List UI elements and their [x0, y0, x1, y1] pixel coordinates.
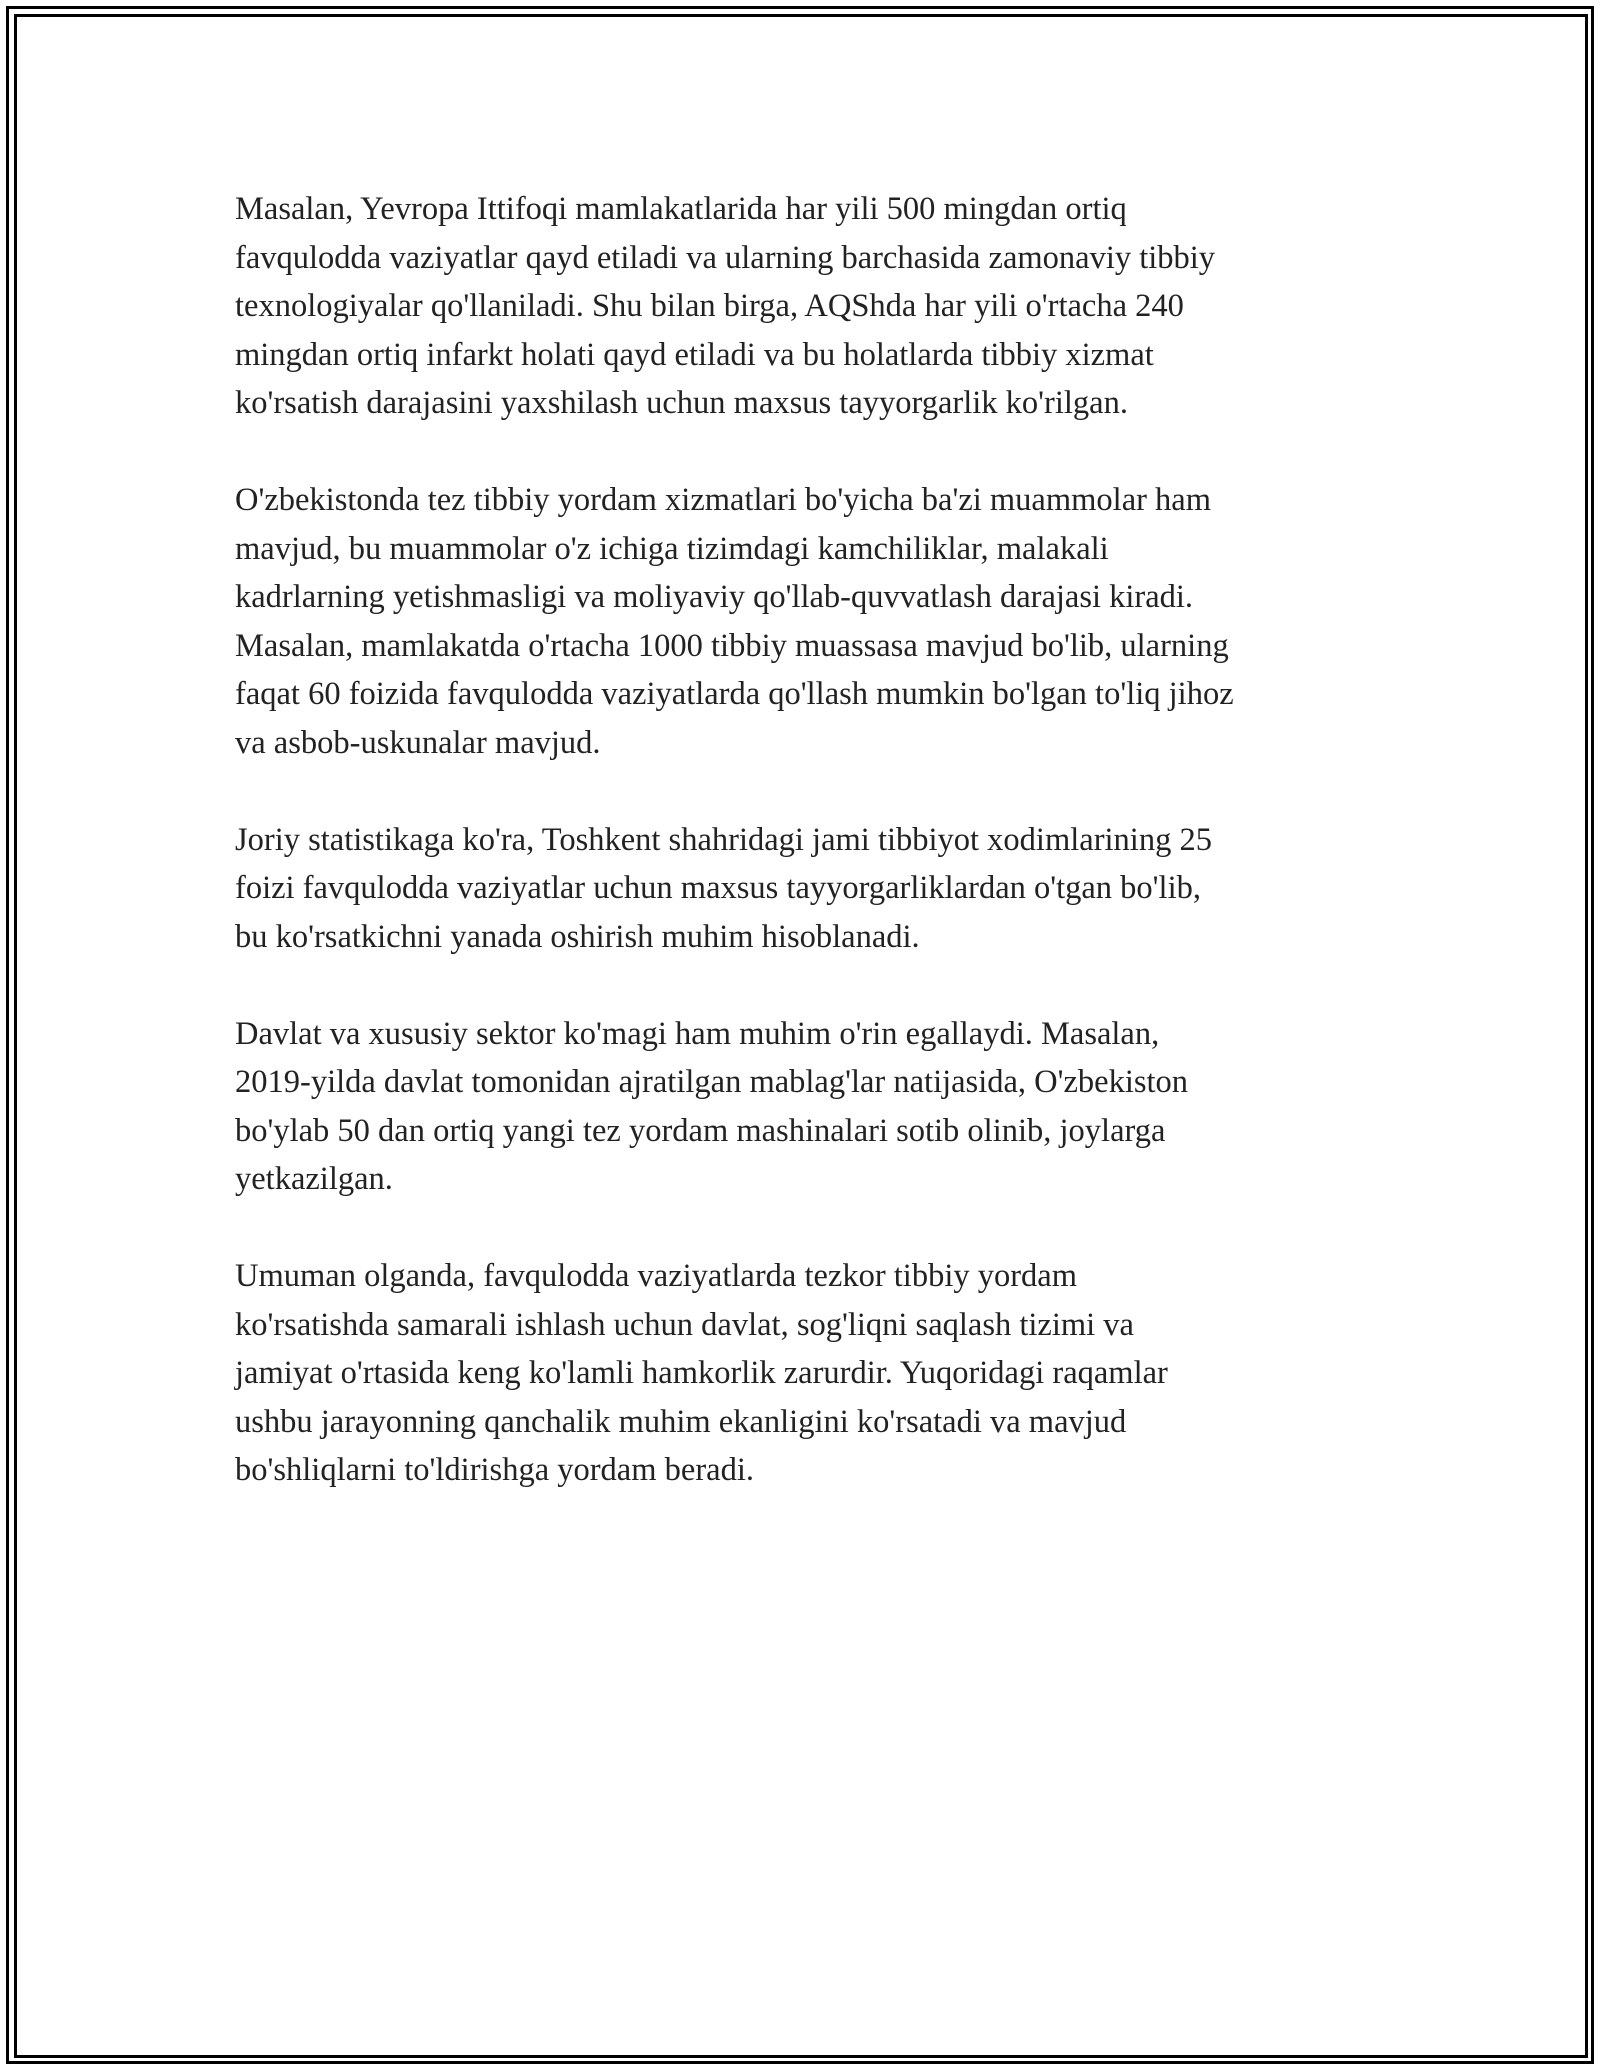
paragraph-state-private-support: Davlat va xususiy sektor ko'magi ham muhim o'rin egallaydi. Masalan, 2019-yilda davlat tomonidan ajratilgan mablag'lar natijasida, O'zbekiston bo'ylab 50 dan ortiq yangi tez yordam mashinalari sotib olinib, joylarga yetkazilgan.: [235, 1015, 1189, 1197]
paragraph-eu-statistics: Masalan, Yevropa Ittifoqi mamlakatlarida har yili 500 mingdan ortiq favqulodda vaziyatlar qayd etiladi va ularning barchasida zamonaviy tibbiy texnologiyalar qo'llaniladi. Shu bilan birga, AQShda har yili o'rtacha 240 mingdan ortiq infarkt holati qayd etiladi va bu holatlarda tibbiy xizmat ko'rsatish darajasini yaxshilash uchun maxsus tayyorgarlik ko'rilgan.: [235, 191, 1216, 421]
document-body: [235, 185, 1370, 1543]
paragraph-tashkent-statistics: Joriy statistikaga ko'ra, Toshkent shahridagi jami tibbiyot xodimlarining 25 foizi favqulodda vaziyatlar uchun maxsus tayyorgarliklardan o'tgan bo'lib, bu ko'rsatkichni yanada oshirish muhim hisoblanadi.: [235, 821, 1212, 955]
paragraph-conclusion: Umuman olganda, favqulodda vaziyatlarda tezkor tibbiy yordam ko'rsatishda samarali ishlash uchun davlat, sog'liqni saqlash tizimi va jamiyat o'rtasida keng ko'lamli hamkorlik zarurdir. Yuqoridagi raqamlar ushbu jarayonning qanchalik muhim ekanligini ko'rsatadi va mavjud bo'shliqlarni to'ldirishga yordam beradi.: [235, 1258, 1168, 1488]
paragraph-uzbekistan-problems: O'zbekistonda tez tibbiy yordam xizmatlari bo'yicha ba'zi muammolar ham mavjud, bu muammolar o'z ichiga tizimdagi kamchiliklar, malakali kadrlarning yetishmasligi va moliyaviy qo'llab-quvvatlash darajasi kiradi. Masalan, mamlakatda o'rtacha 1000 tibbiy muassasa mavjud bo'lib, ularning faqat 60 foizida favqulodda vaziyatlarda qo'llash mumkin bo'lgan to'liq jihoz va asbob-uskunalar mavjud.: [235, 482, 1234, 761]
